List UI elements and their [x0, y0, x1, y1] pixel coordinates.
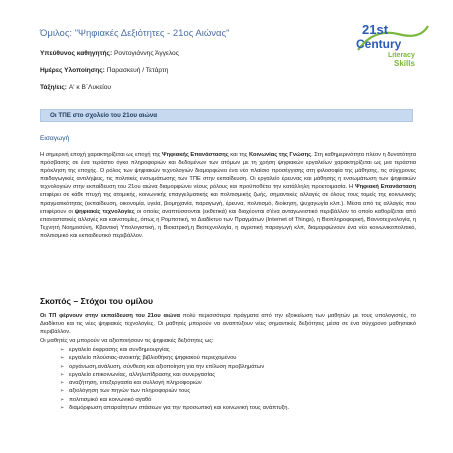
list-item: ➢ εργαλείο έκφρασης και συνδημιουργίας: [62, 346, 289, 354]
skills-list: [62, 346, 289, 412]
days-label: Ημέρες Υλοποίησης:: [40, 67, 105, 74]
intro-text-5: οι οποίες αναπτύσσονται (εκθετικά) και διαχέονται σ'ένα ανταγωνιστικό περιβάλλον το οποίο καθορίζεται από επαναστατικές αλλαγές και καινοτομίες, όπως η Ρομποτική, το Διαδίκτυο των Πραγμάτων (Internet of Things), η Βιοπληροφορική, Βαννοτεχνολογία, η Τεχνητή Νοημοσύνη, Κβαντική Υπολογιστική, η Βιοιατρική,η Βιοτεχνολογία, η αγροτική παραγωγή κλπ, διαμορφώνουν ένα νέο κοινωνικοπολιτικό, πολιτισμικό και εκπαιδευτικό περιβάλλον.: [40, 208, 416, 239]
intro-bold-1: Ψηφιακής Επανάστασης: [161, 152, 229, 158]
section-banner: [40, 109, 413, 122]
goals-paragraph: [40, 312, 416, 336]
page-title: Όμιλος: "Ψηφιακές Δεξιότητες - 21ος Αιώνας": [40, 28, 230, 39]
intro-text-1: Η σημερινή εποχή χαρακτηρίζεται ως εποχή της: [40, 152, 162, 158]
intro-bold-2: Κοινωνίας της Γνώσης: [249, 152, 312, 158]
list-item: ➢ εργαλείο πλούσιας-ανοικτής βιβλιοθήκης ψηφιακού περιεχομένου: [62, 354, 289, 362]
days-row: [40, 67, 168, 74]
classes-row: [40, 84, 111, 91]
classes-value: Α' κ Β΄Λυκείου: [68, 84, 112, 91]
21st-century-skills-logo: [354, 20, 432, 70]
teacher-label: Υπεύθυνος καθηγητής:: [40, 50, 113, 57]
days-value: Παρασκευή / Τετάρτη: [106, 67, 169, 74]
list-item: ➢ αξιολόγηση των πηγών των πληροφοριών τους: [62, 387, 289, 395]
goals-heading: Σκοπός – Στόχοι του ομίλου: [40, 296, 154, 306]
intro-text-3: . Στη καθημερινότητα πλέον η δυνατότητα πρόσβασης σε ένα τεράστιο όγκο πληροφοριών και δεδομένων των ατόμων με τη χρήση ψηφιακών εργαλείων χαρακτηρίζεται ως μια τεράστια πρόκληση της εποχής. Ο ρόλος των ψηφιακών τεχνολογιών διαμορφώνει ένα νέο πλαίσιο προσέγγισης στη φιλοσοφία της μάθησης, τις σύγχρονες παιδαγωγικές αντιλήψεις, τις πολιτικές ενσωμάτωσης των ΤΠΕ στην εκπαίδευση. Οι εργαλείο έρευνας και μάθησης η ενσωμάτωση των ψηφιακών τεχνολογιών στην εκπαίδευση του 21ου αιώνα διαμορφώνει νέους ρόλους και προϋποθέτει την κατάλληλη προετοιμασία. Η: [40, 152, 416, 191]
intro-heading: Εισαγωγή: [40, 135, 70, 142]
logo-line1: 21st: [362, 22, 389, 37]
classes-label: Τάξη/εις:: [40, 84, 67, 91]
list-item: ➢ αναζήτηση, επεξεργασία και συλλογή πληροφοριών: [62, 379, 289, 387]
intro-bold-4: ψηφιακές τεχνολογίες: [74, 208, 135, 215]
logo-line4: Skills: [394, 59, 415, 68]
intro-text-2: και της: [228, 152, 249, 158]
list-item: ➢ εργαλείο επικοινωνίας, αλληλεπίδρασης και συνεργασίας: [62, 371, 289, 379]
logo-line3: Literacy: [388, 52, 415, 59]
list-item: ➢ πολιτισμικό και κοινωνικό αγαθό: [62, 396, 289, 404]
goals-text: πολύ περισσότερα πράγματα από την εξοικείωση των μαθητών με τους υπολογιστές, το Διαδίκτυο και τις νέες ψηφιακές τεχνολογίες. Οι μαθητές μπορούν να αναπτύξουν νέες σημαντικές δεξιότητες μέσα σε ένα σύγχρονο μαθησιακό περιβάλλον.: [40, 313, 416, 336]
intro-paragraph: [40, 151, 416, 240]
goals-bold: Οι ΤΠ φέρνουν στην εκπαίδευση του 21ου αιώνα: [40, 313, 180, 319]
list-item: ➢ οργάνωση,ανάλυση, σύνθεση και αξιοποίηση για την επίλυση προβλημάτων: [62, 363, 289, 371]
logo-line2: Century: [356, 37, 402, 51]
banner-text: Οι ΤΠΕ στο σχολείο του 21ου αιώνα: [50, 112, 158, 119]
teacher-row: [40, 50, 179, 57]
intro-text-4: επιφέρει σε κάθε πτυχή της ατομικής, κοινωνικής επαγγελματικής και πολιτισμικής ζωής, σημαντικές αλλαγές σε όλους τους τομείς της κοινωνικής πραγματικότητας (εκπαίδευση, οικονομία, υγεία, βιομηχανία, παραγωγή, έρευνα, πολιτισμό, διοίκηση, ψυχαγωγία κλπ.). Μέσα από τις αλλαγές που επιφέρουν οι: [40, 192, 416, 215]
goals-lead: Οι μαθητές να μπορούν να αξιοποιήσουν τις ψηφιακές δεξιότητες ως:: [40, 338, 214, 344]
intro-bold-3: Ψηφιακή Επανάσταση: [354, 184, 416, 191]
teacher-value: Ροντογιάννης Άγγελος: [114, 50, 179, 57]
list-item: ➢ διαμόρφωση απαραίτητων στάσεων για την προσωπική και κοινωνική τους ανάπτυξη.: [62, 404, 289, 412]
